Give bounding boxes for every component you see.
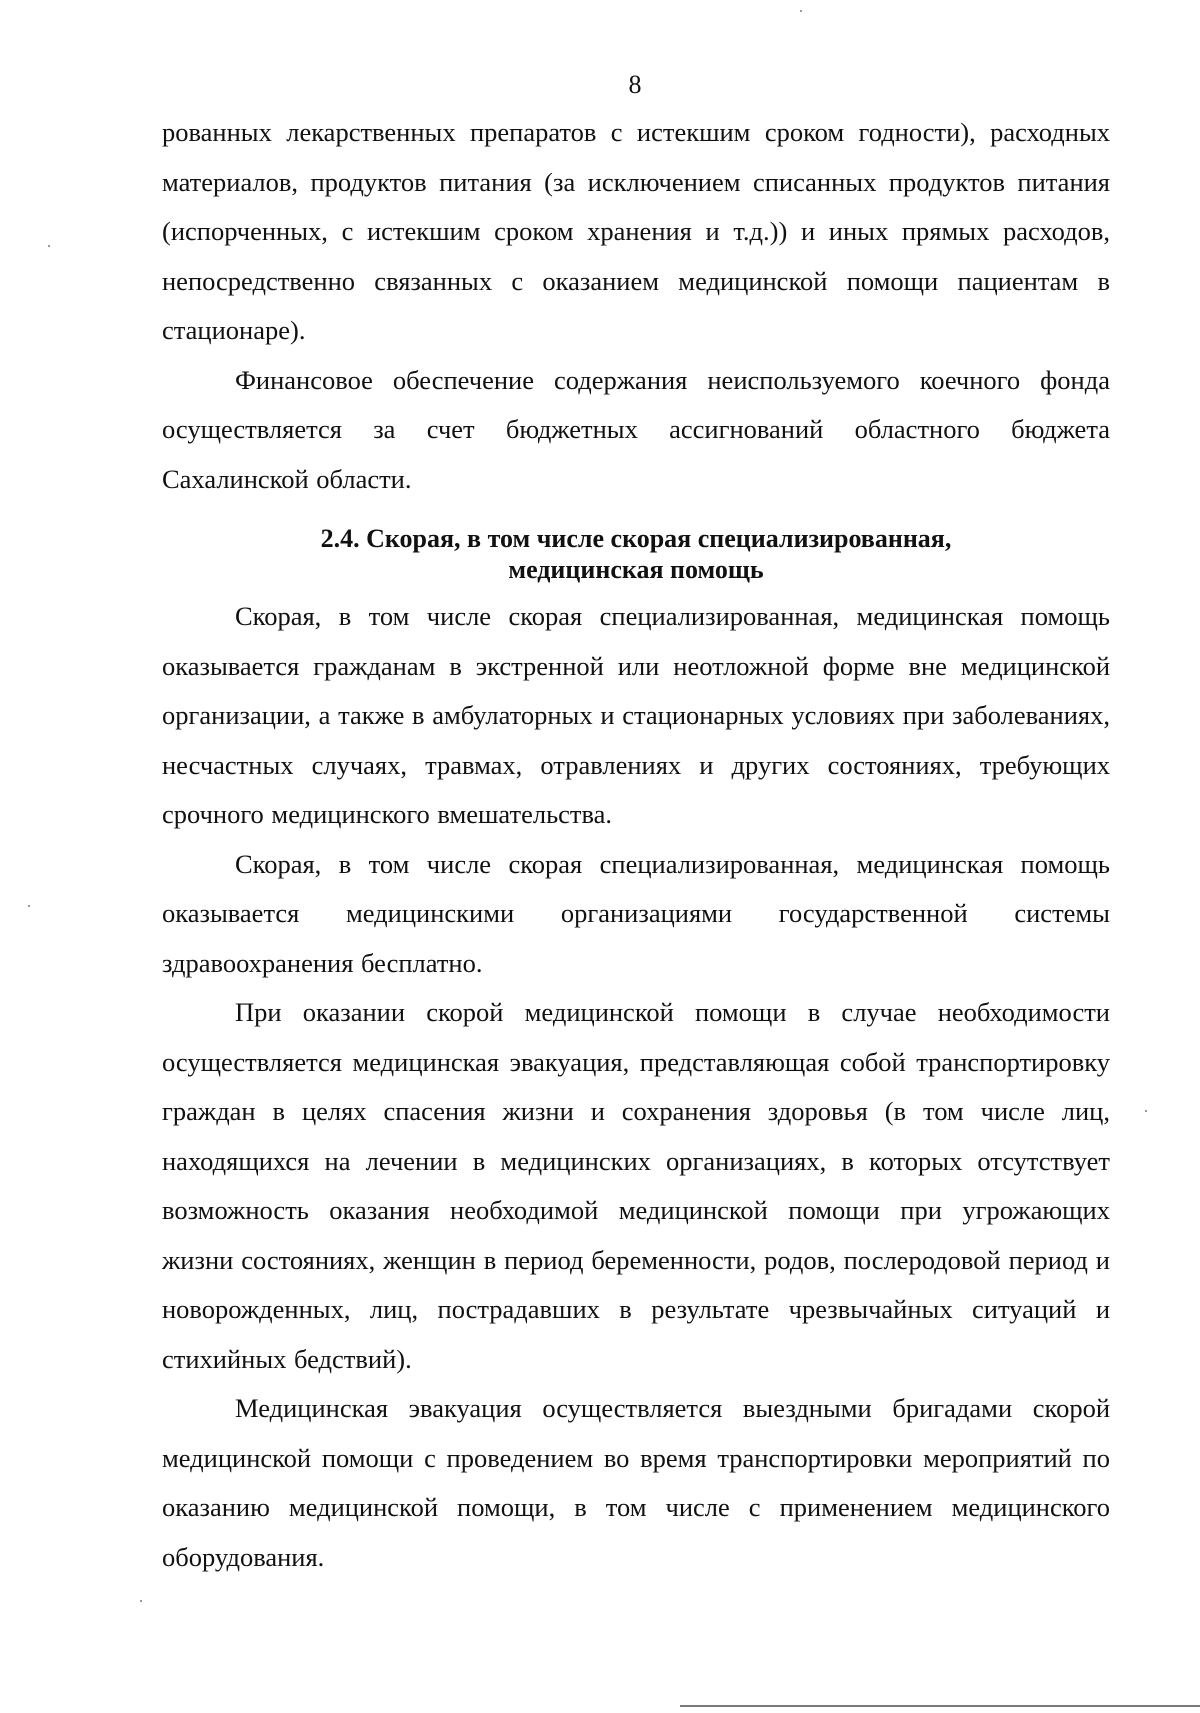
scan-speck [28,905,30,907]
paragraph-continuation: рованных лекарственных препаратов с истекшим сроком годности), расходных материалов, продуктов питания (за исключением списанных продуктов питания (испорченных, с истекшим сроком хранения и т.д.)) и иных прямых расходов, непосредственно связанных с оказанием медицинской помощи пациентам в стационаре). [162,117,1110,345]
section-body [162,592,1110,1582]
scan-speck [48,245,50,247]
paragraph-emergency-care-definition: Скорая, в том числе скорая специализированная, медицинская помощь оказывается гражданам в экстренной или неотложной форме вне медицинской организации, а также в амбулаторных и стационарных условиях при заболеваниях, несчастных случаях, травмах, отравлениях и других состояниях, требующих срочного медицинского вмешательства. [162,601,1110,829]
paragraph-evacuation-teams: Медицинская эвакуация осуществляется выездными бригадами скорой медицинской помощи с проведением во время транспортировки мероприятий по оказанию медицинской помощи, в том числе с применением медицинского оборудования. [162,1393,1110,1572]
section-heading-line-1: 2.4. Скорая, в том числе скорая специализированная, [320,524,952,553]
paragraph-medical-evacuation: При оказании скорой медицинской помощи в случае необходимости осуществляется медицинская эвакуация, представляющая собой транспортировку граждан в целях спасения жизни и сохранения здоровья (в том числе лиц, находящихся на лечении в медицинских организациях, в которых отсутствует возможность оказания необходимой медицинской помощи при угрожающих жизни состояниях, женщин в период беременности, родов, послеродовой период и новорожденных, лиц, пострадавших в результате чрезвычайных ситуаций и стихийных бедствий). [162,997,1110,1374]
paragraph-emergency-care-free: Скорая, в том числе скорая специализированная, медицинская помощь оказывается медицинскими организациями государственной системы здравоохранения бесплатно. [162,848,1110,978]
page-number: 8 [628,70,642,99]
section-heading-line-2: медицинская помощь [508,555,764,584]
scan-speck [140,1600,142,1602]
intro-text [162,108,1110,504]
scan-speck [1145,1110,1147,1112]
section-heading [162,523,1110,585]
bottom-edge-line [680,1705,1200,1707]
scan-speck [800,10,802,12]
paragraph-funding: Финансовое обеспечение содержания неиспользуемого коечного фонда осуществляется за счет бюджетных ассигнований областного бюджета Сахалинской области. [162,364,1110,494]
